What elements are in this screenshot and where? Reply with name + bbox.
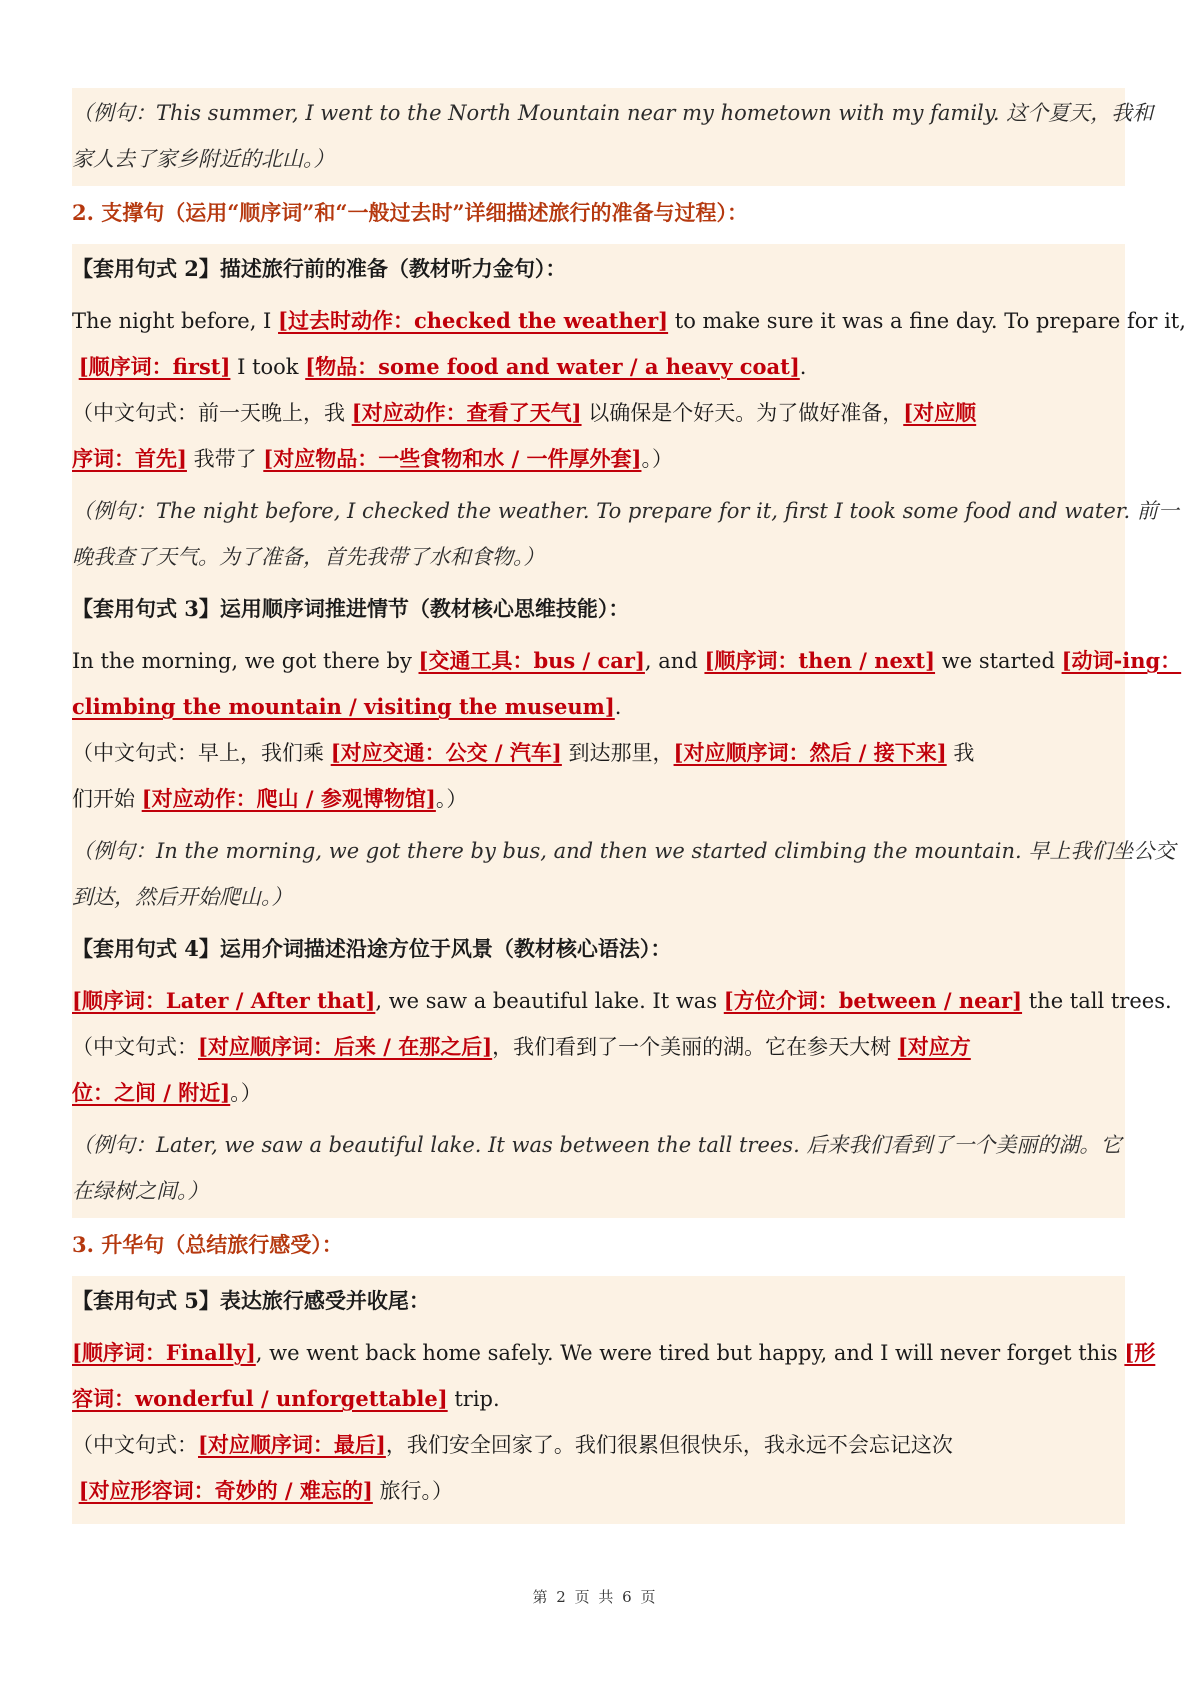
fill-blank: [顺序词：first] bbox=[78, 354, 231, 379]
pattern-line bbox=[72, 978, 1172, 1024]
fill-blank: 序词：首先] bbox=[72, 446, 187, 471]
text: 旅行。） bbox=[372, 1479, 454, 1503]
text: I took bbox=[230, 355, 306, 379]
text: 们开始 bbox=[72, 787, 142, 811]
pattern-title: 【套用句式 4】运用介词描述沿途方位于风景（教材核心语法）： bbox=[72, 936, 672, 961]
text: , we saw a beautiful lake. It was bbox=[375, 989, 724, 1013]
example-line: 到达，然后开始爬山。） bbox=[72, 885, 293, 909]
text: （中文句式：前一天晚上，我 bbox=[72, 401, 352, 425]
text: . bbox=[799, 355, 807, 379]
fill-blank: [物品：some food and water / a heavy coat] bbox=[305, 354, 800, 379]
example-box-1 bbox=[72, 88, 1154, 186]
pattern-line bbox=[72, 1376, 1117, 1422]
fill-blank: [对应方 bbox=[897, 1034, 971, 1059]
chinese-line bbox=[72, 776, 1117, 822]
text: In the morning, we got there by bbox=[72, 649, 419, 673]
example-line: 家人去了家乡附近的北山。） bbox=[72, 147, 335, 171]
text: The night before, I bbox=[72, 309, 279, 333]
fill-blank: [对应交通：公交 / 汽车] bbox=[330, 740, 562, 765]
fill-blank: [对应顺序词：后来 / 在那之后] bbox=[198, 1034, 493, 1059]
pattern-line bbox=[72, 638, 1182, 684]
pattern-line bbox=[72, 1330, 1156, 1376]
fill-blank: [方位介词：between / near] bbox=[723, 988, 1023, 1013]
text: （中文句式： bbox=[72, 1035, 198, 1059]
chinese-line bbox=[72, 1024, 1117, 1070]
chinese-line bbox=[72, 436, 1117, 482]
pattern-title: 【套用句式 3】运用顺序词推进情节（教材核心思维技能）： bbox=[72, 596, 630, 621]
chinese-line bbox=[72, 1070, 1117, 1116]
fill-blank: [对应动作：爬山 / 参观博物馆] bbox=[141, 786, 436, 811]
chinese-line bbox=[72, 390, 1117, 436]
chinese-line bbox=[72, 1422, 1117, 1468]
fill-blank: 位：之间 / 附近] bbox=[72, 1080, 231, 1105]
pattern-title: 【套用句式 2】描述旅行前的准备（教材听力金句）： bbox=[72, 256, 567, 281]
text: 。） bbox=[435, 787, 468, 811]
text: （中文句式：早上，我们乘 bbox=[72, 741, 331, 765]
section-heading-2: 2. 支撑句（运用“顺序词”和“一般过去时”详细描述旅行的准备与过程）： bbox=[72, 200, 749, 225]
document-page bbox=[72, 88, 1186, 1524]
chinese-line bbox=[72, 1468, 1117, 1514]
example-line: （例句：Later, we saw a beautiful lake. It was between the tall trees. 后来我们看到了一个美丽的湖。它 bbox=[72, 1133, 1122, 1157]
fill-blank: 容词：wonderful / unforgettable] bbox=[72, 1386, 448, 1411]
pattern-title: 【套用句式 5】表达旅行感受并收尾： bbox=[72, 1288, 430, 1313]
pattern-line bbox=[72, 298, 1186, 344]
fill-blank: [对应物品：一些食物和水 / 一件厚外套] bbox=[263, 446, 642, 471]
fill-blank: [顺序词：Later / After that] bbox=[72, 988, 376, 1013]
fill-blank: [对应形容词：奇妙的 / 难忘的] bbox=[78, 1478, 373, 1503]
text: , we went back home safely. We were tired but happy, and I will never forget this bbox=[255, 1341, 1125, 1365]
fill-blank: [交通工具：bus / car] bbox=[418, 648, 645, 673]
pattern-box-2 bbox=[72, 244, 1186, 1218]
fill-blank: [对应顺序词：然后 / 接下来] bbox=[673, 740, 947, 765]
pattern-line bbox=[72, 684, 1117, 730]
text: 我带了 bbox=[186, 447, 264, 471]
text: 。） bbox=[230, 1081, 262, 1105]
example-line: 在绿树之间。） bbox=[72, 1179, 209, 1203]
text: 以确保是个好天。为了做好准备， bbox=[581, 401, 904, 425]
example-line: （例句：This summer, I went to the North Mountain near my hometown with my family. 这个夏天，我和 bbox=[72, 101, 1154, 125]
pattern-line bbox=[72, 344, 1117, 390]
fill-blank: [动词-ing： bbox=[1061, 648, 1182, 673]
fill-blank: [过去时动作：checked the weather] bbox=[278, 308, 669, 333]
text: trip. bbox=[447, 1387, 500, 1411]
page-footer: 第 2 页 共 6 页 bbox=[532, 1588, 658, 1606]
chinese-line bbox=[72, 730, 1117, 776]
text: to make sure it was a fine day. To prepare for it, bbox=[668, 309, 1186, 333]
text: , and bbox=[644, 649, 705, 673]
text: 。） bbox=[641, 447, 673, 471]
section-heading-3: 3. 升华句（总结旅行感受）： bbox=[72, 1232, 343, 1257]
fill-blank: [形 bbox=[1124, 1340, 1156, 1365]
pattern-box-5 bbox=[72, 1276, 1156, 1524]
fill-blank: [对应顺 bbox=[903, 400, 977, 425]
text: （中文句式： bbox=[72, 1433, 198, 1457]
text: 我 bbox=[946, 741, 975, 765]
fill-blank: climbing the mountain / visiting the museum] bbox=[72, 694, 615, 719]
text: ，我们安全回家了。我们很累但很快乐，我永远不会忘记这次 bbox=[385, 1433, 953, 1457]
text: . bbox=[614, 695, 622, 719]
text: the tall trees. bbox=[1022, 989, 1172, 1013]
fill-blank: [对应顺序词：最后] bbox=[198, 1432, 386, 1457]
text: 到达那里， bbox=[561, 741, 674, 765]
fill-blank: [顺序词：Finally] bbox=[72, 1340, 256, 1365]
fill-blank: [对应动作：查看了天气] bbox=[351, 400, 582, 425]
text: we started bbox=[935, 649, 1062, 673]
example-line: 晚我查了天气。为了准备，首先我带了水和食物。） bbox=[72, 545, 545, 569]
text: ，我们看到了一个美丽的湖。它在参天大树 bbox=[492, 1035, 898, 1059]
example-line: （例句：In the morning, we got there by bus, and then we started climbing the mountain. 早上我们坐公交 bbox=[72, 839, 1176, 863]
fill-blank: [顺序词：then / next] bbox=[704, 648, 936, 673]
example-line: （例句：The night before, I checked the weather. To prepare for it, first I took some food and water. 前一 bbox=[72, 499, 1179, 523]
